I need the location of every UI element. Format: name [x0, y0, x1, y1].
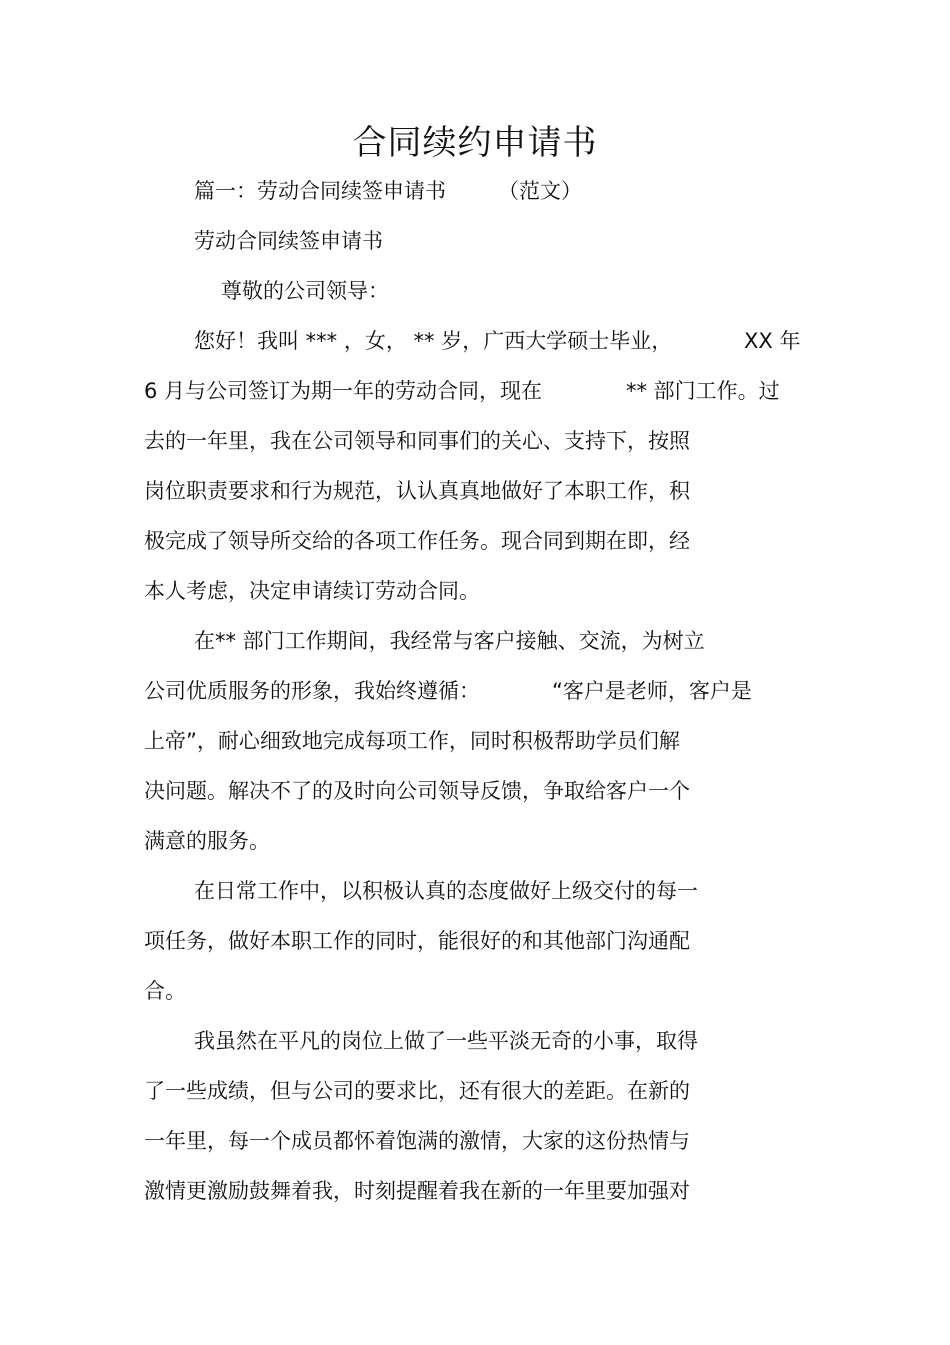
paragraph-2-line: 满意的服务。 [144, 829, 270, 853]
paragraph-1-line: XX 年 [744, 329, 801, 353]
paragraph-4-line: 了一些成绩，但与公司的要求比，还有很大的差距。在新的 [144, 1079, 690, 1103]
document-subtitle: 劳动合同续签申请书 [194, 229, 383, 253]
paragraph-2-line: 决问题。解决不了的及时向公司领导反馈，争取给客户一个 [144, 779, 690, 803]
paragraph-3-line: 在日常工作中，以积极认真的态度做好上级交付的每一 [194, 879, 698, 903]
paragraph-2-line: “客户是老师，客户是 [552, 679, 752, 703]
paragraph-1-line: 您好！我叫 *** ，女， ** 岁，广西大学硕士毕业， [194, 329, 673, 353]
paragraph-2-line: 上帝”，耐心细致地完成每项工作，同时积极帮助学员们解 [144, 729, 680, 753]
salutation: 尊敬的公司领导： [221, 279, 389, 303]
paragraph-1-line: 岗位职责要求和行为规范，认认真真地做好了本职工作，积 [144, 479, 690, 503]
paragraph-4-line: 激情更激励鼓舞着我，时刻提醒着我在新的一年里要加强对 [144, 1179, 690, 1203]
paragraph-3-line: 合。 [144, 979, 186, 1003]
paragraph-1-line: 6 月与公司签订为期一年的劳动合同，现在 [144, 379, 543, 403]
section-heading: 篇一：劳动合同续签申请书 [194, 179, 446, 203]
paragraph-1-line: 极完成了领导所交给的各项工作任务。现合同到期在即，经 [144, 529, 690, 553]
paragraph-4-line: 一年里，每一个成员都怀着饱满的激情，大家的这份热情与 [144, 1129, 690, 1153]
paragraph-3-line: 项任务，做好本职工作的同时，能很好的和其他部门沟通配 [144, 929, 690, 953]
paragraph-1-line: 去的一年里，我在公司领导和同事们的关心、支持下，按照 [144, 429, 690, 453]
paragraph-1-line: ** 部门工作。过 [626, 379, 780, 403]
paragraph-2-line: 在** 部门工作期间，我经常与客户接触、交流，为树立 [194, 629, 705, 653]
paragraph-4-line: 我虽然在平凡的岗位上做了一些平淡无奇的小事，取得 [194, 1029, 698, 1053]
section-heading-suffix: （范文） [498, 179, 582, 203]
paragraph-1-line: 本人考虑，决定申请续订劳动合同。 [144, 579, 480, 603]
paragraph-2-line: 公司优质服务的形象，我始终遵循： [144, 679, 480, 703]
document-title: 合同续约申请书 [352, 123, 598, 163]
